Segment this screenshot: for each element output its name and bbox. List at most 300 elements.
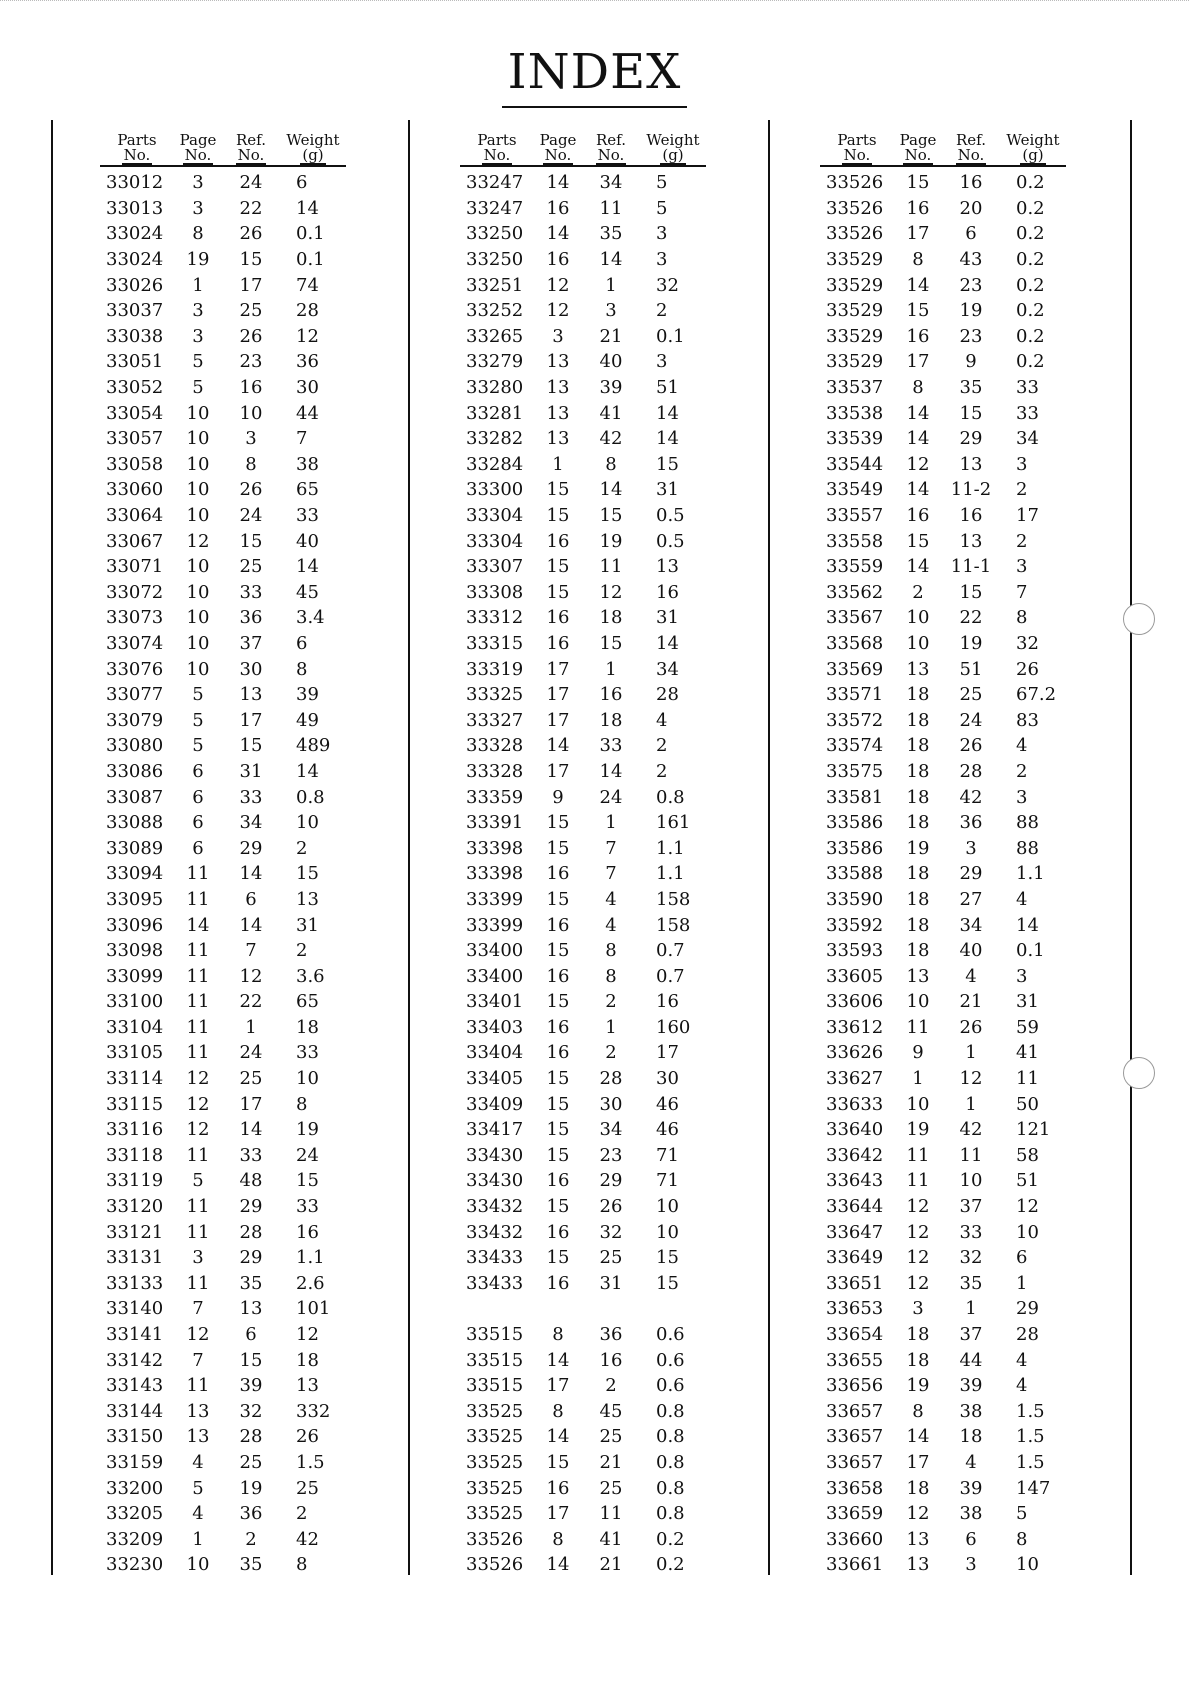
weight: 3	[656, 223, 668, 245]
ref-no: 8	[245, 453, 257, 475]
weight: 6	[296, 172, 308, 194]
weight: 10	[1016, 1554, 1039, 1576]
weight: 44	[296, 402, 319, 424]
weight: 25	[296, 1477, 319, 1499]
weight: 7	[296, 428, 308, 450]
page-no: 18	[906, 940, 930, 962]
ref-no: 18	[599, 709, 623, 731]
index-row	[100, 656, 346, 682]
parts-no: 33315	[466, 632, 524, 654]
column-header	[460, 128, 706, 170]
parts-no: 33627	[826, 1068, 884, 1090]
weight: 46	[656, 1119, 679, 1141]
parts-no: 33325	[466, 684, 524, 706]
weight: 30	[296, 377, 319, 399]
page-no: 19	[906, 837, 930, 859]
weight: 33	[1016, 377, 1039, 399]
weight: 0.6	[656, 1324, 685, 1346]
ref-no: 16	[959, 172, 983, 194]
parts-no: 33072	[106, 581, 164, 603]
parts-no: 33433	[466, 1247, 524, 1269]
page-no: 13	[546, 402, 570, 424]
parts-no: 33058	[106, 453, 164, 475]
index-row	[460, 1040, 706, 1066]
weight: 71	[656, 1170, 679, 1192]
page-no: 3	[192, 1247, 204, 1269]
parts-no: 33529	[826, 249, 884, 271]
page-no: 18	[906, 735, 930, 757]
ref-no: 6	[965, 223, 977, 245]
index-row	[820, 989, 1066, 1015]
index-row	[460, 1373, 706, 1399]
weight: 33	[296, 505, 319, 527]
weight: 10	[1016, 1221, 1039, 1243]
weight: 18	[296, 1349, 319, 1371]
weight: 32	[1016, 632, 1039, 654]
index-row	[820, 810, 1066, 836]
index-row	[460, 682, 706, 708]
index-row	[100, 1143, 346, 1169]
parts-no: 33529	[826, 274, 884, 296]
index-row	[820, 1245, 1066, 1271]
weight: 0.6	[656, 1375, 685, 1397]
weight: 12	[296, 325, 319, 347]
parts-no: 33626	[826, 1042, 884, 1064]
parts-no: 33633	[826, 1093, 884, 1115]
index-row	[100, 375, 346, 401]
parts-no: 33515	[466, 1349, 524, 1371]
parts-no: 33525	[466, 1400, 524, 1422]
weight: 14	[296, 556, 319, 578]
ref-no: 3	[605, 300, 617, 322]
page-no: 16	[906, 325, 930, 347]
parts-no: 33538	[826, 402, 884, 424]
parts-no: 33247	[466, 172, 524, 194]
parts-no: 33086	[106, 760, 164, 782]
weight: 14	[656, 428, 679, 450]
index-row	[100, 324, 346, 350]
ref-no: 14	[239, 863, 263, 885]
page-no: 14	[906, 1426, 930, 1448]
ref-no: 25	[239, 300, 263, 322]
parts-no: 33037	[106, 300, 164, 322]
weight: 33	[296, 1042, 319, 1064]
parts-no: 33114	[106, 1068, 164, 1090]
index-row	[100, 682, 346, 708]
header-page: Page No.	[174, 133, 222, 170]
ref-no: 21	[599, 1554, 623, 1576]
parts-no: 33430	[466, 1144, 524, 1166]
ref-no: 39	[959, 1375, 983, 1397]
page-no: 10	[186, 453, 210, 475]
page-no: 16	[546, 632, 570, 654]
ref-no: 29	[239, 837, 263, 859]
divider-left	[51, 120, 53, 1575]
page-no: 14	[906, 556, 930, 578]
page-no: 11	[186, 1042, 210, 1064]
index-row	[100, 554, 346, 580]
index-row	[820, 221, 1066, 247]
parts-no: 33304	[466, 505, 524, 527]
weight: 4	[1016, 1375, 1028, 1397]
weight: 4	[1016, 1349, 1028, 1371]
weight: 1.1	[656, 863, 685, 885]
weight: 51	[656, 377, 679, 399]
page-no: 11	[906, 1170, 930, 1192]
parts-no: 33088	[106, 812, 164, 834]
index-row	[100, 580, 346, 606]
parts-no: 33094	[106, 863, 164, 885]
weight: 67.2	[1016, 684, 1057, 706]
page-no: 17	[546, 1503, 570, 1525]
page-no: 12	[186, 1119, 210, 1141]
page-no: 18	[906, 709, 930, 731]
weight: 41	[1016, 1042, 1039, 1064]
ref-no: 39	[239, 1375, 263, 1397]
parts-no: 33403	[466, 1016, 524, 1038]
parts-no: 33605	[826, 965, 884, 987]
ref-no: 3	[965, 837, 977, 859]
page-no: 13	[186, 1400, 210, 1422]
parts-no: 33529	[826, 300, 884, 322]
column-header	[820, 128, 1066, 170]
weight: 45	[296, 581, 319, 603]
parts-no: 33661	[826, 1554, 884, 1576]
parts-no: 33660	[826, 1528, 884, 1550]
ref-no: 14	[599, 249, 623, 271]
weight: 8	[1016, 607, 1028, 629]
page-no: 14	[546, 172, 570, 194]
page-no: 13	[546, 377, 570, 399]
index-row	[460, 810, 706, 836]
parts-no: 33300	[466, 479, 524, 501]
ref-no: 15	[239, 1349, 263, 1371]
parts-no: 33398	[466, 863, 524, 885]
parts-no: 33074	[106, 632, 164, 654]
index-row	[460, 426, 706, 452]
index-row	[820, 835, 1066, 861]
weight: 0.1	[296, 223, 325, 245]
page-no: 11	[186, 863, 210, 885]
weight: 88	[1016, 837, 1039, 859]
weight: 28	[1016, 1324, 1039, 1346]
page-no: 17	[546, 1375, 570, 1397]
page-no: 13	[546, 428, 570, 450]
index-row	[460, 733, 706, 759]
ref-no: 37	[239, 632, 263, 654]
page-no: 9	[552, 786, 564, 808]
weight: 0.2	[656, 1528, 685, 1550]
page-no: 13	[906, 1528, 930, 1550]
page-no: 17	[906, 1451, 930, 1473]
ref-no: 32	[959, 1247, 983, 1269]
ref-no: 33	[599, 735, 623, 757]
weight: 7	[1016, 581, 1028, 603]
weight: 26	[296, 1426, 319, 1448]
weight: 14	[296, 197, 319, 219]
parts-no: 33200	[106, 1477, 164, 1499]
parts-no: 33657	[826, 1400, 884, 1422]
parts-no: 33612	[826, 1016, 884, 1038]
ref-no: 25	[599, 1426, 623, 1448]
parts-no: 33279	[466, 351, 524, 373]
page-no: 15	[546, 1068, 570, 1090]
index-row	[820, 1347, 1066, 1373]
index-row	[100, 349, 346, 375]
page-no: 16	[906, 197, 930, 219]
page-no: 3	[552, 325, 564, 347]
page-no: 16	[546, 249, 570, 271]
parts-no: 33252	[466, 300, 524, 322]
index-row	[100, 1194, 346, 1220]
index-row	[100, 400, 346, 426]
ref-no: 10	[959, 1170, 983, 1192]
ref-no: 34	[599, 1119, 623, 1141]
weight: 17	[1016, 505, 1039, 527]
page-no: 4	[192, 1451, 204, 1473]
weight: 3	[1016, 453, 1028, 475]
ref-no: 26	[239, 223, 263, 245]
ref-no: 39	[959, 1477, 983, 1499]
weight: 1.5	[1016, 1451, 1045, 1473]
page-no: 13	[546, 351, 570, 373]
weight: 39	[296, 684, 319, 706]
page-no: 14	[906, 428, 930, 450]
page-no: 11	[186, 1144, 210, 1166]
ref-no: 25	[239, 1068, 263, 1090]
index-row	[460, 759, 706, 785]
parts-no: 33280	[466, 377, 524, 399]
weight: 46	[656, 1093, 679, 1115]
page-no: 15	[546, 1247, 570, 1269]
index-column-1	[100, 128, 346, 1578]
page-no: 10	[186, 479, 210, 501]
page-no: 6	[192, 837, 204, 859]
weight: 489	[296, 735, 331, 757]
parts-no: 33399	[466, 888, 524, 910]
index-row	[820, 247, 1066, 273]
index-row	[460, 656, 706, 682]
parts-no: 33398	[466, 837, 524, 859]
weight: 65	[296, 991, 319, 1013]
weight: 15	[656, 1247, 679, 1269]
parts-no: 33571	[826, 684, 884, 706]
index-row	[460, 196, 706, 222]
ref-no: 35	[959, 1272, 983, 1294]
weight: 1.5	[296, 1451, 325, 1473]
index-row	[460, 324, 706, 350]
parts-no: 33095	[106, 888, 164, 910]
page-no: 10	[906, 632, 930, 654]
ref-no: 25	[959, 684, 983, 706]
page-no: 9	[912, 1042, 924, 1064]
page-no: 5	[192, 684, 204, 706]
index-row	[460, 989, 706, 1015]
weight: 13	[296, 888, 319, 910]
parts-no: 33359	[466, 786, 524, 808]
weight: 0.7	[656, 965, 685, 987]
ref-no: 15	[959, 581, 983, 603]
ref-no: 8	[605, 940, 617, 962]
parts-no: 33526	[466, 1528, 524, 1550]
ref-no: 6	[965, 1528, 977, 1550]
ref-no: 18	[599, 607, 623, 629]
parts-no: 33656	[826, 1375, 884, 1397]
ref-no: 23	[599, 1144, 623, 1166]
parts-no: 33250	[466, 249, 524, 271]
weight: 8	[296, 1554, 308, 1576]
page-no: 15	[546, 1144, 570, 1166]
weight: 332	[296, 1400, 331, 1422]
parts-no: 33562	[826, 581, 884, 603]
parts-no: 33051	[106, 351, 164, 373]
ref-no: 22	[239, 991, 263, 1013]
index-row	[100, 426, 346, 452]
ref-no: 25	[239, 556, 263, 578]
page-no: 1	[192, 1528, 204, 1550]
page-no: 12	[546, 300, 570, 322]
weight: 0.2	[656, 1554, 685, 1576]
index-row	[820, 707, 1066, 733]
parts-no: 33251	[466, 274, 524, 296]
index-row	[820, 170, 1066, 196]
index-row	[820, 196, 1066, 222]
ref-no: 30	[599, 1093, 623, 1115]
ref-no: 34	[959, 914, 983, 936]
weight: 1.5	[1016, 1426, 1045, 1448]
ref-no: 42	[959, 1119, 983, 1141]
page-no: 10	[186, 607, 210, 629]
ref-no: 11	[599, 556, 623, 578]
ref-no: 12	[599, 581, 623, 603]
page-no: 14	[546, 1554, 570, 1576]
page-no: 18	[906, 914, 930, 936]
page-no: 16	[546, 1272, 570, 1294]
page-no: 3	[192, 300, 204, 322]
parts-no: 33567	[826, 607, 884, 629]
index-row	[460, 1526, 706, 1552]
index-row	[820, 733, 1066, 759]
parts-no: 33080	[106, 735, 164, 757]
ref-no: 15	[239, 249, 263, 271]
page-no: 11	[186, 965, 210, 987]
page-no: 12	[906, 1221, 930, 1243]
index-row	[820, 1040, 1066, 1066]
parts-no: 33319	[466, 658, 524, 680]
weight: 0.2	[1016, 197, 1045, 219]
page-no: 7	[192, 1349, 204, 1371]
parts-no: 33658	[826, 1477, 884, 1499]
parts-no: 33654	[826, 1324, 884, 1346]
index-row	[820, 1296, 1066, 1322]
weight: 31	[656, 479, 679, 501]
page-no: 12	[186, 1324, 210, 1346]
index-row	[460, 400, 706, 426]
ref-no: 28	[959, 760, 983, 782]
weight: 13	[296, 1375, 319, 1397]
parts-no: 33230	[106, 1554, 164, 1576]
ref-no: 7	[605, 863, 617, 885]
weight: 13	[656, 556, 679, 578]
ref-no: 37	[959, 1324, 983, 1346]
page-no: 10	[186, 1554, 210, 1576]
weight: 30	[656, 1068, 679, 1090]
ref-no: 11	[599, 1503, 623, 1525]
page-no: 14	[546, 1349, 570, 1371]
page-no: 15	[546, 837, 570, 859]
weight: 4	[1016, 888, 1028, 910]
ref-no: 12	[239, 965, 263, 987]
index-row	[460, 1143, 706, 1169]
parts-no: 33328	[466, 760, 524, 782]
page-no: 14	[906, 402, 930, 424]
parts-no: 33079	[106, 709, 164, 731]
parts-no: 33569	[826, 658, 884, 680]
page-no: 3	[192, 172, 204, 194]
weight: 1.1	[296, 1247, 325, 1269]
parts-no: 33430	[466, 1170, 524, 1192]
weight: 0.8	[656, 1400, 685, 1422]
index-row	[460, 938, 706, 964]
index-row	[820, 400, 1066, 426]
weight: 2.6	[296, 1272, 325, 1294]
ref-no: 15	[239, 530, 263, 552]
ref-no: 29	[239, 1196, 263, 1218]
page-no: 17	[546, 658, 570, 680]
weight: 158	[656, 888, 691, 910]
ref-no: 6	[245, 1324, 257, 1346]
weight: 3.4	[296, 607, 325, 629]
ref-no: 39	[599, 377, 623, 399]
weight: 16	[656, 581, 679, 603]
parts-no: 33525	[466, 1503, 524, 1525]
parts-no: 33140	[106, 1298, 164, 1320]
weight: 160	[656, 1016, 691, 1038]
weight: 74	[296, 274, 319, 296]
ref-no: 8	[605, 965, 617, 987]
parts-no: 33592	[826, 914, 884, 936]
ref-no: 1	[245, 1016, 257, 1038]
weight: 158	[656, 914, 691, 936]
page-no: 12	[906, 1247, 930, 1269]
ref-no: 28	[599, 1068, 623, 1090]
page-no: 13	[186, 1426, 210, 1448]
index-row	[460, 1219, 706, 1245]
page-no: 14	[186, 914, 210, 936]
ref-no: 26	[239, 325, 263, 347]
parts-no: 33060	[106, 479, 164, 501]
parts-no: 33327	[466, 709, 524, 731]
parts-no: 33651	[826, 1272, 884, 1294]
page-no: 18	[906, 863, 930, 885]
weight: 36	[296, 351, 319, 373]
ref-no: 1	[605, 658, 617, 680]
ref-no: 26	[239, 479, 263, 501]
page-no: 16	[546, 863, 570, 885]
index-column-2	[460, 128, 706, 1578]
page-no: 3	[192, 325, 204, 347]
page-no: 16	[546, 197, 570, 219]
divider-right	[1130, 120, 1132, 1575]
ref-no: 2	[605, 991, 617, 1013]
ref-no: 17	[239, 1093, 263, 1115]
column-header	[100, 128, 346, 170]
weight: 0.5	[656, 505, 685, 527]
index-row	[460, 272, 706, 298]
page-no: 15	[546, 581, 570, 603]
index-row	[820, 1015, 1066, 1041]
page-no: 6	[192, 786, 204, 808]
